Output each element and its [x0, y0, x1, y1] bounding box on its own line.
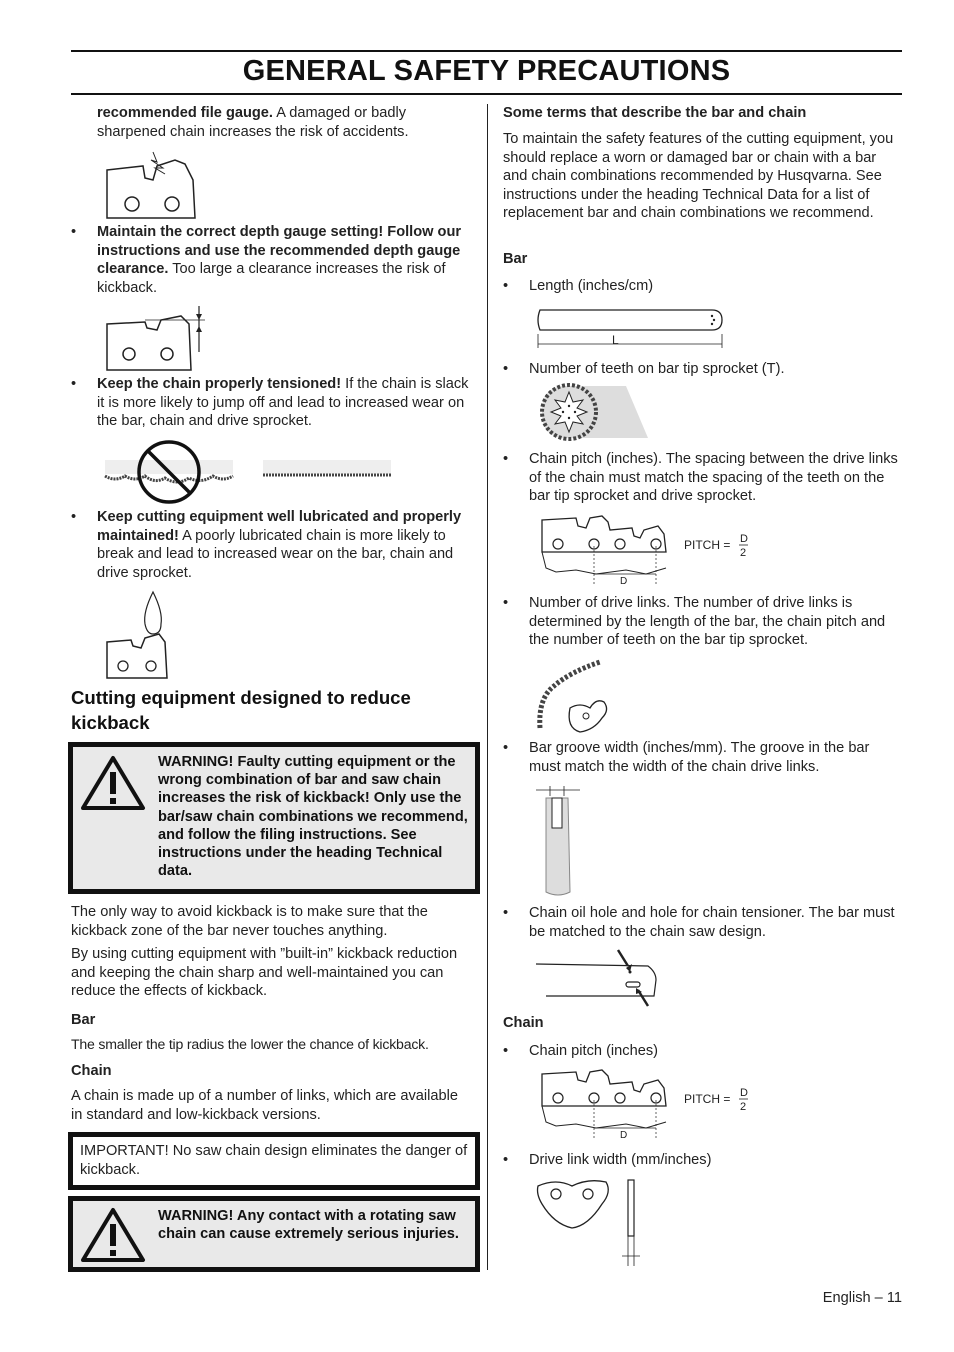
bar-item-text: Bar groove width (inches/mm). The groove in the bar must match the width of the chain drive links. — [529, 740, 870, 775]
depth-gauge-bold: Maintain the correct depth gauge setting! Follow our instructions and use the recommended depth gauge clearance. — [97, 224, 462, 278]
warning-box-inner — [73, 1201, 475, 1267]
chain-item-drive-link-width — [503, 1151, 901, 1170]
warning-box-rotating-chain — [68, 1196, 480, 1272]
oil-hole-illustration — [536, 946, 666, 1008]
chain-item-text: Chain pitch (inches) — [529, 1043, 658, 1059]
warning-triangle-icon — [81, 755, 145, 811]
bar-item-oil-hole — [503, 904, 901, 941]
pitch-formula-label: PITCH = — [684, 1092, 731, 1106]
chain-pitch-illustration-chain — [536, 1066, 756, 1142]
bar-item-sprocket — [503, 360, 901, 379]
bullet-dot: • — [503, 905, 509, 921]
avoid-kickback-paragraph: The only way to avoid kickback is to make sure that the kickback zone of the bar never touches anything. — [71, 904, 428, 939]
file-gauge-text: A damaged or badly sharpened chain increases the risk of accidents. — [97, 105, 409, 140]
bullet-dot: • — [71, 224, 77, 240]
warning-box-inner — [73, 747, 475, 889]
warning-triangle-icon — [81, 1207, 145, 1263]
bar-item-text: Chain pitch (inches). The spacing between the drive links of the chain must match the spacing of the teeth on the bar tip sprocket and drive sprocket. — [529, 451, 898, 505]
bar-tip-sprocket-illustration — [536, 380, 648, 444]
warning-text-kickback: WARNING! Faulty cutting equipment or the wrong combination of bar and saw chain increases the risk of kickback! Only use the bar/saw chain combinations we recommend, and follow the filing instructions. See instructions under the heading Technical data. — [158, 754, 468, 880]
bar-item-text: Number of teeth on bar tip sprocket (T). — [529, 361, 785, 377]
bar-item-pitch — [503, 450, 901, 506]
bar-length-illustration — [536, 304, 728, 350]
bar-item-text: Length (inches/cm) — [529, 278, 654, 294]
chain-item-pitch — [503, 1042, 901, 1061]
bar-groove-illustration — [536, 786, 586, 898]
bullet-depth-gauge — [71, 223, 473, 297]
pitch-numerator: D — [740, 1087, 748, 1099]
section-heading: Cutting equipment designed to reduce kickback — [71, 687, 411, 733]
column-divider — [487, 104, 488, 1270]
bullet-chain-tension — [71, 375, 473, 431]
bar-item-length — [503, 277, 901, 296]
chain-links-paragraph: A chain is made up of a number of links, which are available in standard and low-kickback versions. — [71, 1088, 458, 1123]
bullet-dot: • — [503, 1043, 509, 1059]
important-text: IMPORTANT! No saw chain design eliminates the danger of kickback. — [80, 1143, 468, 1178]
file-gauge-paragraph — [97, 104, 473, 141]
pitch-denominator: 2 — [740, 1101, 747, 1113]
bullet-dot: • — [503, 278, 509, 294]
important-box — [68, 1132, 480, 1190]
bar-subheading: Bar — [71, 1012, 96, 1028]
terms-paragraph: To maintain the safety features of the cutting equipment, you should replace a worn or damaged bar or chain with a bar and chain combinations recommended by Husqvarna. See instructions under the heading Technical Data for a list of replacement bar and chain combinations we recommend. — [503, 131, 894, 222]
bullet-dot: • — [503, 361, 509, 377]
chain-pitch-illustration-bar — [536, 512, 756, 588]
depth-gauge-illustration — [105, 306, 215, 376]
pitch-d-label: D — [620, 576, 628, 587]
kickback-reduction-paragraph: By using cutting equipment with ”built-in” kickback reduction and keeping the chain sharp and well-maintained you can reduce the effects of kickback. — [71, 946, 458, 1000]
drive-link-width-illustration — [536, 1176, 646, 1268]
chain-cutter-damaged-illustration — [105, 150, 200, 222]
bullet-dot: • — [503, 740, 509, 756]
warning-box-kickback — [68, 742, 480, 894]
page-title: GENERAL SAFETY PRECAUTIONS — [242, 55, 731, 87]
header-top-rule — [71, 50, 902, 52]
slack-chain-prohibited-illustration — [105, 438, 235, 506]
lubrication-bold: Keep cutting equipment well lubricated and properly maintained! — [97, 509, 462, 544]
terms-heading: Some terms that describe the bar and chain — [503, 105, 807, 121]
bar-subheading-right: Bar — [503, 251, 528, 267]
bar-item-drive-links — [503, 594, 901, 650]
pitch-denominator: 2 — [740, 547, 747, 559]
bar-item-text: Chain oil hole and hole for chain tensioner. The bar must be matched to the chain saw design. — [529, 905, 895, 940]
tensioned-chain-illustration — [263, 458, 393, 482]
warning-text-rotating-chain: WARNING! Any contact with a rotating saw chain can cause extremely serious injuries. — [158, 1208, 459, 1243]
chain-subheading-right: Chain — [503, 1015, 544, 1031]
lubrication-text: A poorly lubricated chain is more likely to break and lead to increased wear on the bar, chain and drive sprocket. — [97, 527, 454, 581]
chain-item-text: Drive link width (mm/inches) — [529, 1152, 712, 1168]
bullet-dot: • — [71, 376, 77, 392]
oil-drop-chain-illustration — [105, 590, 180, 682]
bullet-dot: • — [503, 451, 509, 467]
pitch-formula-label: PITCH = — [684, 538, 731, 552]
bar-tip-paragraph: The smaller the tip radius the lower the chance of kickback. — [71, 1036, 429, 1052]
bullet-dot: • — [503, 1152, 509, 1168]
page-footer: English – 11 — [822, 1290, 902, 1306]
bar-item-groove — [503, 739, 901, 776]
chain-tension-bold: Keep the chain properly tensioned! — [97, 376, 342, 392]
pitch-numerator: D — [740, 533, 748, 545]
important-box-inner — [73, 1137, 475, 1185]
header-bottom-rule — [71, 93, 902, 95]
length-label: L — [612, 333, 619, 347]
bullet-lubrication — [71, 508, 473, 582]
depth-gauge-text: Too large a clearance increases the risk of kickback. — [97, 261, 446, 296]
file-gauge-bold: recommended file gauge. — [97, 105, 273, 121]
chain-subheading: Chain — [71, 1063, 112, 1079]
pitch-d-label: D — [620, 1130, 628, 1141]
bar-item-text: Number of drive links. The number of drive links is determined by the length of the bar, the chain pitch and the number of teeth on the bar tip sprocket. — [529, 595, 886, 649]
bullet-dot: • — [71, 509, 77, 525]
bullet-dot: • — [503, 595, 509, 611]
chain-tension-text: If the chain is slack it is more likely to jump off and lead to increased wear on the bar, chain and drive sprocket. — [97, 376, 469, 430]
drive-links-illustration — [536, 658, 616, 736]
